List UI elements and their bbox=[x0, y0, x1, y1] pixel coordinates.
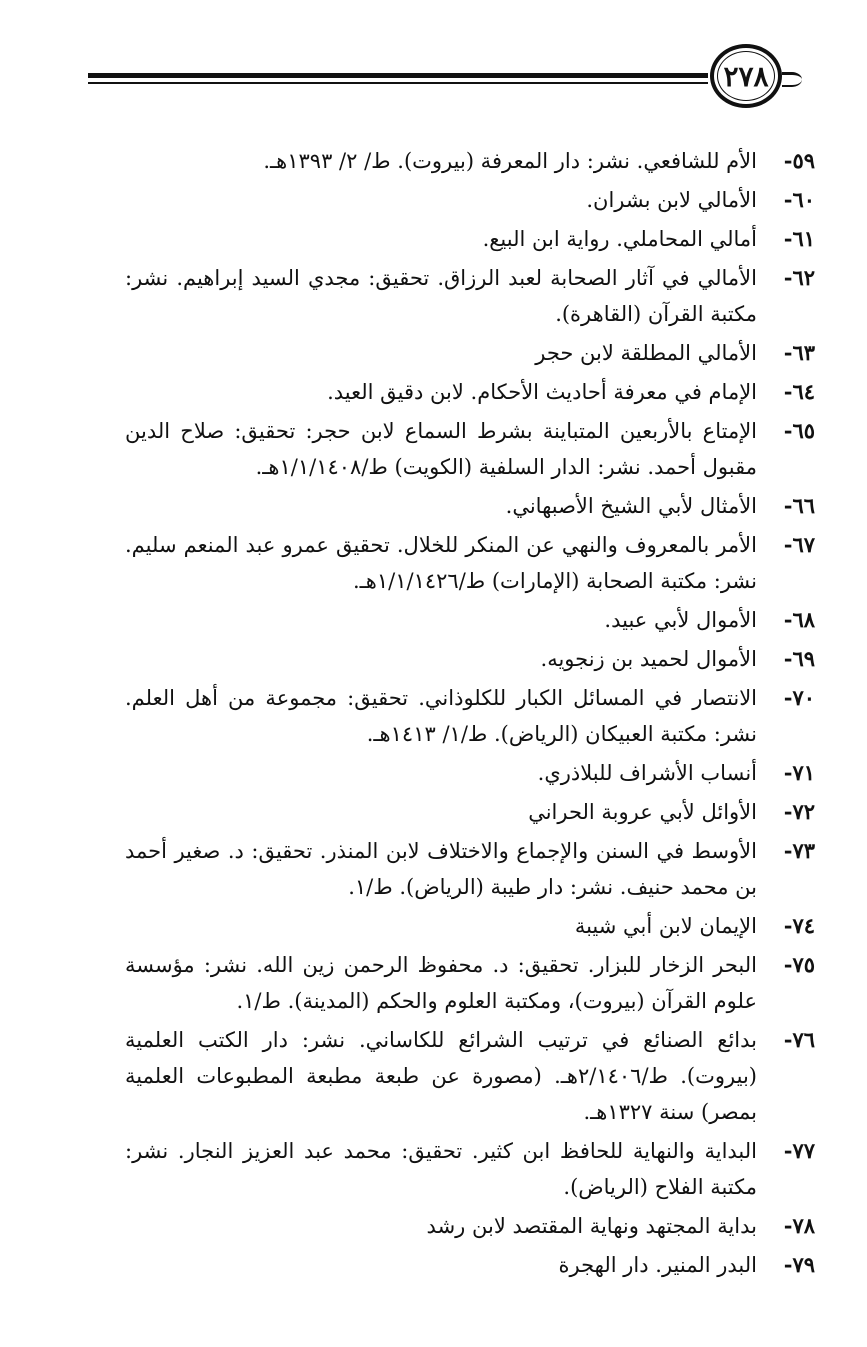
bibliography-entry bbox=[125, 374, 815, 410]
entry-text: الانتصار في المسائل الكبار للكلوذاني. تحقيق: مجموعة من أهل العلم. نشر: مكتبة العبيكان (الرياض). ط/١/ ١٤١٣هـ. bbox=[125, 686, 757, 746]
entry-text: الأمثال لأبي الشيخ الأصبهاني. bbox=[505, 494, 757, 518]
entry-number: ٧٧- bbox=[783, 1138, 815, 1163]
entry-number: ٧٠- bbox=[783, 685, 815, 710]
entry-number: ٦٠- bbox=[783, 187, 815, 212]
header-rule-thin bbox=[88, 82, 708, 84]
page-number-badge bbox=[710, 44, 782, 108]
bibliography-entry bbox=[125, 143, 815, 179]
entry-number: ٥٩- bbox=[783, 148, 815, 173]
entry-text: الأوائل لأبي عروبة الحراني bbox=[528, 800, 757, 824]
entry-text: الإيمان لابن أبي شيبة bbox=[574, 914, 757, 938]
entry-number: ٧٨- bbox=[783, 1213, 815, 1238]
entry-number: ٦٨- bbox=[783, 607, 815, 632]
entry-number: ٦٤- bbox=[783, 379, 815, 404]
bibliography-entry bbox=[125, 1208, 815, 1244]
page-number: ٢٧٨ bbox=[723, 59, 769, 93]
bibliography-entry bbox=[125, 413, 815, 485]
entry-number: ٦٢- bbox=[783, 265, 815, 290]
entry-number: ٧٣- bbox=[783, 838, 815, 863]
bibliography-list bbox=[125, 143, 815, 1286]
entry-text: أنساب الأشراف للبلاذري. bbox=[537, 761, 757, 785]
entry-number: ٧٩- bbox=[783, 1252, 815, 1277]
entry-number: ٦٧- bbox=[783, 532, 815, 557]
bibliography-entry bbox=[125, 641, 815, 677]
entry-number: ٧١- bbox=[783, 760, 815, 785]
entry-text: الأم للشافعي. نشر: دار المعرفة (بيروت). ط/ ٢/ ١٣٩٣هـ. bbox=[263, 149, 757, 173]
entry-number: ٦٦- bbox=[783, 493, 815, 518]
entry-number: ٦٩- bbox=[783, 646, 815, 671]
entry-text: بداية المجتهد ونهاية المقتصد لابن رشد bbox=[426, 1214, 757, 1238]
entry-number: ٧٢- bbox=[783, 799, 815, 824]
entry-number: ٧٥- bbox=[783, 952, 815, 977]
entry-text: الإمام في معرفة أحاديث الأحكام. لابن دقيق العيد. bbox=[327, 380, 757, 404]
bibliography-entry bbox=[125, 260, 815, 332]
entry-text: الأموال لحميد بن زنجويه. bbox=[540, 647, 757, 671]
bibliography-entry bbox=[125, 908, 815, 944]
bibliography-entry bbox=[125, 488, 815, 524]
bibliography-entry bbox=[125, 1247, 815, 1283]
entry-text: بدائع الصنائع في ترتيب الشرائع للكاساني. نشر: دار الكتب العلمية (بيروت). ط/٢/١٤٠٦هـ. (مصورة عن طبعة مطبعة المطبوعات العلمية بمصر) سنة ١٣٢٧هـ. bbox=[125, 1028, 757, 1124]
bibliography-entry bbox=[125, 947, 815, 1019]
bibliography-entry bbox=[125, 794, 815, 830]
entry-number: ٧٤- bbox=[783, 913, 815, 938]
entry-text: الأمالي لابن بشران. bbox=[586, 188, 757, 212]
page-header bbox=[88, 42, 813, 112]
entry-text: البدر المنير. دار الهجرة bbox=[558, 1253, 757, 1277]
entry-text: الأوسط في السنن والإجماع والاختلاف لابن المنذر. تحقيق: د. صغير أحمد بن محمد حنيف. نشر: دار طيبة (الرياض). ط/١. bbox=[125, 839, 757, 899]
entry-text: الأموال لأبي عبيد. bbox=[604, 608, 757, 632]
entry-text: البحر الزخار للبزار. تحقيق: د. محفوظ الرحمن زين الله. نشر: مؤسسة علوم القرآن (بيروت)، ومكتبة العلوم والحكم (المدينة). ط/١. bbox=[125, 953, 757, 1013]
entry-text: الأمر بالمعروف والنهي عن المنكر للخلال. تحقيق عمرو عبد المنعم سليم. نشر: مكتبة الصحابة (الإمارات) ط/١/١/١٤٢٦هـ. bbox=[125, 533, 757, 593]
bibliography-entry bbox=[125, 833, 815, 905]
bibliography-entry bbox=[125, 527, 815, 599]
bibliography-entry bbox=[125, 1022, 815, 1130]
entry-number: ٦١- bbox=[783, 226, 815, 251]
bibliography-entry bbox=[125, 182, 815, 218]
header-rule-thick bbox=[88, 73, 708, 78]
bibliography-entry bbox=[125, 335, 815, 371]
entry-text: الأمالي في آثار الصحابة لعبد الرزاق. تحقيق: مجدي السيد إبراهيم. نشر: مكتبة القرآن (القاهرة). bbox=[125, 266, 757, 326]
entry-text: البداية والنهاية للحافظ ابن كثير. تحقيق: محمد عبد العزيز النجار. نشر: مكتبة الفلاح (الرياض). bbox=[125, 1139, 757, 1199]
bibliography-entry bbox=[125, 1133, 815, 1205]
entry-text: الأمالي المطلقة لابن حجر bbox=[535, 341, 757, 365]
bibliography-entry bbox=[125, 602, 815, 638]
entry-text: أمالي المحاملي. رواية ابن البيع. bbox=[482, 227, 757, 251]
bibliography-entry bbox=[125, 221, 815, 257]
entry-number: ٦٣- bbox=[783, 340, 815, 365]
header-ornament bbox=[782, 72, 802, 87]
bibliography-entry bbox=[125, 755, 815, 791]
bibliography-entry bbox=[125, 680, 815, 752]
entry-text: الإمتاع بالأربعين المتباينة بشرط السماع لابن حجر: تحقيق: صلاح الدين مقبول أحمد. نشر: الدار السلفية (الكويت) ط/١/١/١٤٠٨هـ. bbox=[125, 419, 757, 479]
entry-number: ٦٥- bbox=[783, 418, 815, 443]
entry-number: ٧٦- bbox=[783, 1027, 815, 1052]
